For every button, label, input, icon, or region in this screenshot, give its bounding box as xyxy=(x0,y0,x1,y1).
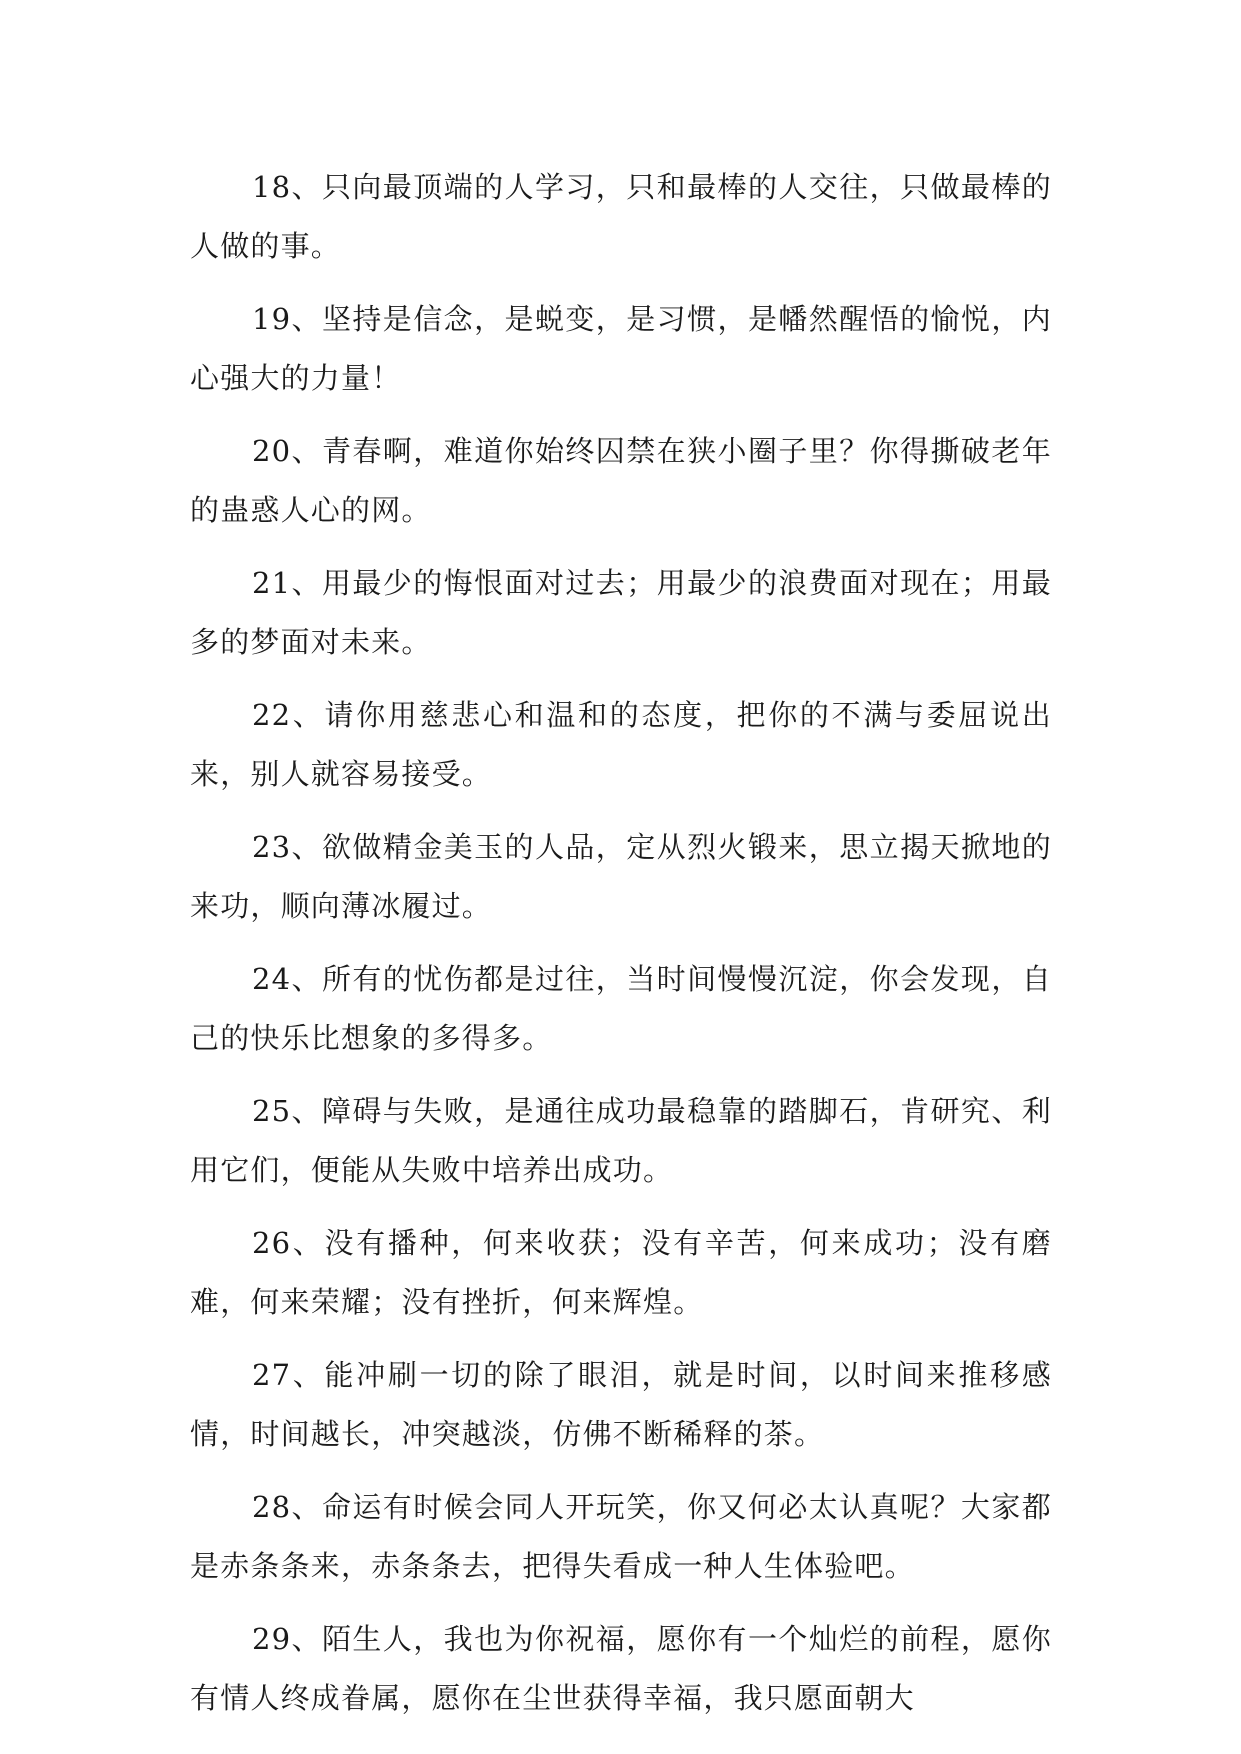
paragraph-25: 25、障碍与失败，是通往成功最稳靠的踏脚石，肯研究、利用它们，便能从失败中培养出成功。 xyxy=(190,1094,1052,1187)
paragraph-27: 27、能冲刷一切的除了眼泪，就是时间，以时间来推移感情，时间越长，冲突越淡，仿佛不断稀释的茶。 xyxy=(190,1358,1052,1451)
paragraph-28: 28、命运有时候会同人开玩笑，你又何必太认真呢？大家都是赤条条来，赤条条去，把得失看成一种人生体验吧。 xyxy=(190,1490,1052,1583)
paragraph-24: 24、所有的忧伤都是过往，当时间慢慢沉淀，你会发现，自己的快乐比想象的多得多。 xyxy=(190,962,1052,1055)
paragraph-18: 18、只向最顶端的人学习，只和最棒的人交往，只做最棒的人做的事。 xyxy=(190,170,1052,263)
paragraph-19: 19、坚持是信念，是蜕变，是习惯，是幡然醒悟的愉悦，内心强大的力量！ xyxy=(190,302,1052,395)
paragraph-22: 22、请你用慈悲心和温和的态度，把你的不满与委屈说出来，别人就容易接受。 xyxy=(190,698,1052,791)
paragraph-20: 20、青春啊，难道你始终囚禁在狭小圈子里？你得撕破老年的蛊惑人心的网。 xyxy=(190,434,1052,527)
document-body xyxy=(190,158,1052,1742)
paragraph-21: 21、用最少的悔恨面对过去；用最少的浪费面对现在；用最多的梦面对未来。 xyxy=(190,566,1052,659)
paragraph-29: 29、陌生人，我也为你祝福，愿你有一个灿烂的前程，愿你有情人终成眷属，愿你在尘世获得幸福，我只愿面朝大 xyxy=(190,1622,1052,1715)
paragraph-23: 23、欲做精金美玉的人品，定从烈火锻来，思立揭天掀地的来功，顺向薄冰履过。 xyxy=(190,830,1052,923)
paragraph-26: 26、没有播种，何来收获；没有辛苦，何来成功；没有磨难，何来荣耀；没有挫折，何来辉煌。 xyxy=(190,1226,1052,1319)
